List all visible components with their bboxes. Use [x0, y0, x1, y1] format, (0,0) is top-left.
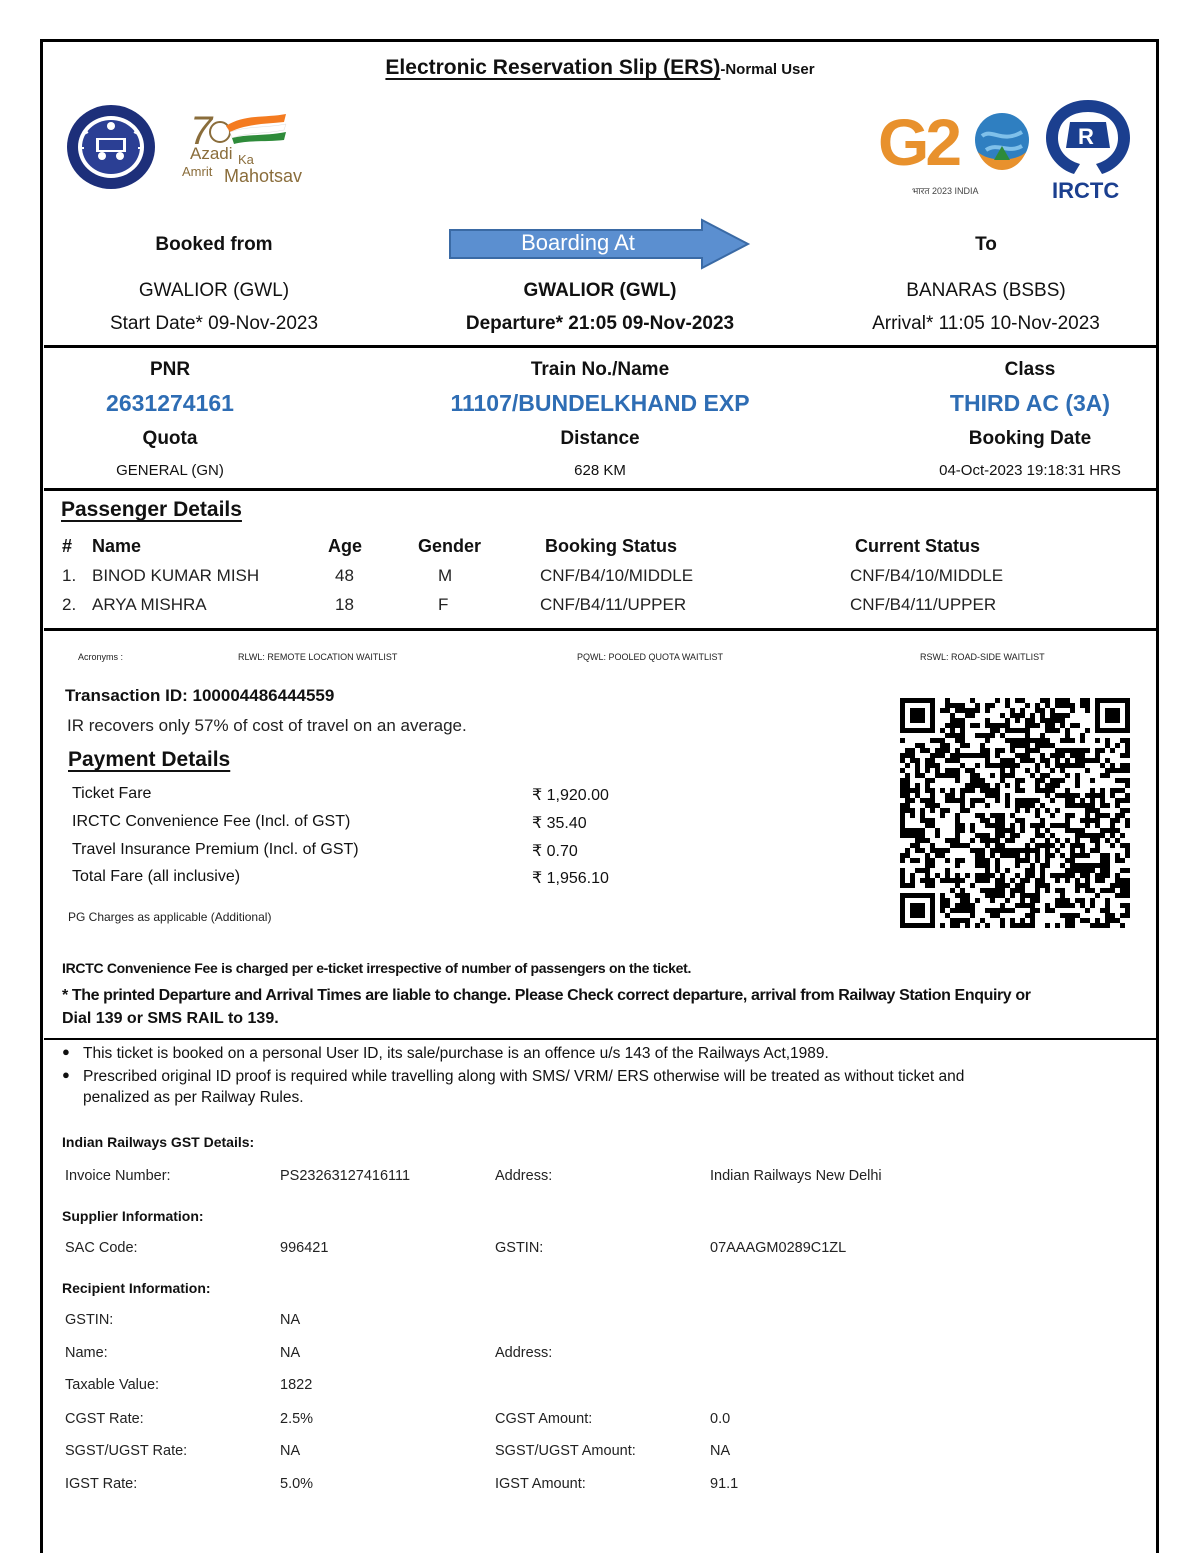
passenger-name: ARYA MISHRA [92, 595, 207, 614]
cgst-rate-label: CGST Rate: [65, 1411, 144, 1427]
ticket-fare-label: Ticket Fare [72, 785, 152, 802]
col-header-age: Age [328, 536, 363, 556]
cgst-amount-label: CGST Amount: [495, 1411, 593, 1427]
azadi-mahotsav-text: Mahotsav [224, 166, 303, 186]
irctc-text: IRCTC [1052, 178, 1120, 203]
recipient-address-label: Address: [495, 1345, 553, 1361]
user-id-note: This ticket is booked on a personal User ID, its sale/purchase is an offence u/s 143 of the Railways Act,1989. [83, 1045, 829, 1062]
sac-code-label: SAC Code: [65, 1240, 138, 1256]
passenger-age: 48 [335, 566, 354, 585]
acronym-rlwl: RLWL: REMOTE LOCATION WAITLIST [238, 652, 398, 662]
gst-details-title: Indian Railways GST Details: [62, 1134, 255, 1150]
pnr-label: PNR [149, 359, 191, 380]
boarding-at-arrow [448, 218, 752, 270]
to-label: To [975, 234, 997, 255]
convenience-fee-note: IRCTC Convenience Fee is charged per e-ticket irrespective of number of passengers on the ticket. [62, 960, 692, 976]
insurance-premium-value: ₹ 0.70 [532, 843, 578, 860]
acronyms-label: Acronyms : [78, 652, 124, 662]
booking-date-label: Booking Date [968, 428, 1092, 449]
times-note-line1: * The printed Departure and Arrival Times are liable to change. Please Check correct departure, arrival from Railway Station Enquiry or [62, 987, 1031, 1004]
sgst-amount-label: SGST/UGST Amount: [495, 1443, 636, 1459]
to-station: BANARAS (BSBS) [906, 280, 1066, 301]
igst-rate-value: 5.0% [280, 1476, 314, 1492]
divider [44, 345, 1156, 348]
train-name: 11107/BUNDELKHAND EXP [450, 390, 750, 416]
bullet-icon: ● [62, 1044, 70, 1059]
col-header-gender: Gender [418, 536, 482, 556]
recipient-name-value: NA [280, 1345, 301, 1361]
id-proof-note-line1: Prescribed original ID proof is required while travelling along with SMS/ VRM/ ERS otherwise will be treated as without ticket and [83, 1068, 965, 1085]
svg-text:7: 7 [190, 109, 213, 150]
title-suffix: -Normal User [720, 61, 815, 78]
passenger-gender: F [438, 595, 449, 614]
pnr-number: 2631274161 [106, 390, 234, 416]
passenger-age: 18 [335, 595, 354, 614]
recipient-gstin-value: NA [280, 1312, 301, 1328]
taxable-value: 1822 [280, 1377, 313, 1393]
insurance-premium-label: Travel Insurance Premium (Incl. of GST) [72, 841, 359, 858]
azadi-ka-text: Ka [238, 152, 254, 167]
total-fare-label: Total Fare (all inclusive) [72, 868, 241, 885]
sgst-amount-value: NA [710, 1443, 731, 1459]
g20-tagline: भारत 2023 INDIA [912, 186, 979, 196]
sgst-rate-label: SGST/UGST Rate: [65, 1443, 188, 1459]
booked-from-label: Booked from [155, 234, 273, 255]
divider [44, 488, 1156, 491]
taxable-value-label: Taxable Value: [65, 1377, 160, 1393]
cgst-amount-value: 0.0 [710, 1411, 731, 1427]
recipient-gstin-label: GSTIN: [65, 1312, 114, 1328]
azadi-text: Azadi [190, 144, 233, 163]
pg-charges-note: PG Charges as applicable (Additional) [68, 910, 272, 924]
passenger-details-title: Passenger Details [61, 498, 242, 521]
invoice-number-label: Invoice Number: [65, 1168, 171, 1184]
col-header-current-status: Current Status [855, 536, 981, 556]
g20-text: G2 [878, 105, 959, 179]
passenger-name: BINOD KUMAR MISH [92, 566, 260, 585]
supplier-gstin-value: 07AAAGM0289C1ZL [710, 1240, 847, 1256]
cost-recovery-note: IR recovers only 57% of cost of travel on an average. [67, 716, 467, 735]
booking-date-value: 04-Oct-2023 19:18:31 HRS [939, 462, 1121, 479]
qr-code [900, 698, 1130, 933]
boarding-station: GWALIOR (GWL) [523, 280, 677, 301]
passenger-gender: M [438, 566, 453, 585]
train-label: Train No./Name [530, 359, 670, 380]
supplier-information-title: Supplier Information: [62, 1208, 204, 1224]
sgst-rate-value: NA [280, 1443, 301, 1459]
class-label: Class [1004, 359, 1056, 380]
start-date: Start Date* 09-Nov-2023 [109, 313, 319, 334]
departure: Departure* 21:05 09-Nov-2023 [465, 313, 735, 334]
supplier-gstin-label: GSTIN: [495, 1240, 544, 1256]
supplier-address-value: Indian Railways New Delhi [710, 1168, 882, 1184]
boarding-at-label: Boarding At [521, 230, 635, 255]
cgst-rate-value: 2.5% [280, 1411, 314, 1427]
passenger-current-status: CNF/B4/10/MIDDLE [850, 566, 1004, 585]
times-note-line2: Dial 139 or SMS RAIL to 139. [62, 1010, 279, 1027]
sac-code-value: 996421 [280, 1240, 329, 1256]
acronym-rswl: RSWL: ROAD-SIDE WAITLIST [920, 652, 1045, 662]
transaction-id: Transaction ID: 100004486444559 [65, 686, 335, 705]
convenience-fee-value: ₹ 35.40 [532, 815, 587, 832]
bullet-icon: ● [62, 1067, 70, 1082]
azadi-ka-amrit-mahotsav-logo [180, 108, 320, 188]
invoice-number-value: PS23263127416111 [280, 1168, 411, 1184]
col-header-booking-status: Booking Status [545, 536, 678, 556]
svg-text:R: R [1078, 124, 1094, 149]
passenger-index: 1. [62, 566, 77, 585]
col-header-name: Name [92, 536, 142, 556]
irctc-emblem-icon [1040, 94, 1136, 178]
title-main: Electronic Reservation Slip (ERS) [385, 56, 721, 79]
id-proof-note-line2: penalized as per Railway Rules. [83, 1089, 304, 1106]
convenience-fee-label: IRCTC Convenience Fee (Incl. of GST) [72, 813, 351, 830]
recipient-name-label: Name: [65, 1345, 108, 1361]
col-header-index: # [62, 536, 73, 556]
passenger-booking-status: CNF/B4/11/UPPER [540, 595, 687, 614]
acronym-pqwl: PQWL: POOLED QUOTA WAITLIST [577, 652, 724, 662]
travel-class: THIRD AC (3A) [949, 390, 1111, 416]
arrival: Arrival* 11:05 10-Nov-2023 [872, 313, 1100, 334]
igst-amount-label: IGST Amount: [495, 1476, 586, 1492]
divider [44, 1038, 1156, 1040]
irctc-logo [1040, 94, 1140, 206]
azadi-amrit-text: Amrit [182, 164, 213, 179]
passenger-index: 2. [62, 595, 77, 614]
quota-value: GENERAL (GN) [116, 462, 224, 479]
supplier-address-label: Address: [495, 1168, 553, 1184]
recipient-information-title: Recipient Information: [62, 1280, 211, 1296]
igst-amount-value: 91.1 [710, 1476, 739, 1492]
distance-value: 628 KM [574, 462, 626, 479]
g20-globe-icon [972, 110, 1032, 180]
g20-logo [878, 105, 1038, 204]
total-fare-value: ₹ 1,956.10 [532, 870, 609, 887]
passenger-current-status: CNF/B4/11/UPPER [850, 595, 997, 614]
igst-rate-label: IGST Rate: [65, 1476, 138, 1492]
passenger-booking-status: CNF/B4/10/MIDDLE [540, 566, 694, 585]
ticket-fare-value: ₹ 1,920.00 [532, 787, 609, 804]
document-title [0, 56, 1200, 80]
indian-railways-logo [66, 104, 156, 195]
from-station: GWALIOR (GWL) [138, 280, 290, 301]
distance-label: Distance [560, 428, 640, 449]
divider [44, 628, 1156, 631]
quota-label: Quota [142, 428, 198, 449]
payment-details-title: Payment Details [68, 748, 231, 771]
